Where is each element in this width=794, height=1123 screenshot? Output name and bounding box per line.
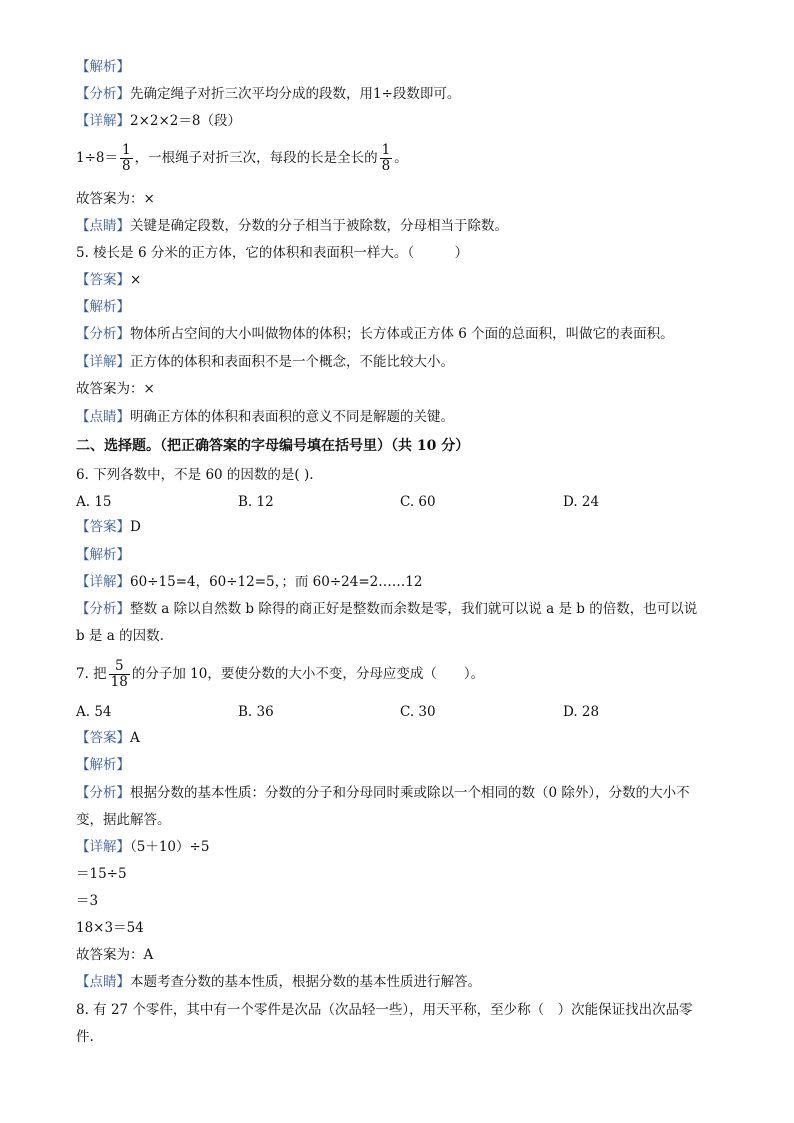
detail-line: 【详解】60÷15=4，60÷12=5，；而 60÷24=2……12 <box>76 574 423 590</box>
section-title: 二、选择题。（把正确答案的字母编号填在括号里）（共 10 分） <box>76 438 470 454</box>
answer-line: 【答案】× <box>76 272 142 288</box>
tag-label: 【分析】 <box>76 86 130 102</box>
tag-label: 【解析】 <box>76 59 130 75</box>
option-b: B. 12 <box>238 494 274 510</box>
fraction-line: 1÷8＝ $\frac{1}{8}$ ，一根绳子对折三次，每段的长是全长的 $\frac{1}{8}$ 。 <box>76 142 408 174</box>
tag-label: 【解析】 <box>76 757 130 773</box>
tag-label: 【解析】 <box>76 547 130 563</box>
question-6: 6. 下列各数中，不是 60 的因数的是( ). <box>76 467 314 483</box>
tag-label: 【答案】 <box>76 272 130 288</box>
remark-line: 【点睛】明确正方体的体积和表面积的意义不同是解题的关键。 <box>76 409 454 425</box>
tag-label: 【点睛】 <box>76 409 130 425</box>
option-d: D. 24 <box>563 494 600 510</box>
detail-line: 【详解】（5＋10）÷5 <box>76 839 210 855</box>
question-8-cont: 件. <box>76 1029 94 1045</box>
tag-label: 【点睛】 <box>76 218 130 234</box>
fraction: $\frac{5}{18}$ <box>110 658 128 690</box>
detail-line: 【详解】2×2×2＝8（段） <box>76 113 241 129</box>
option-c: C. 30 <box>400 704 436 720</box>
option-b: B. 36 <box>238 704 274 720</box>
analysis-line: 【分析】根据分数的基本性质：分数的分子和分母同时乘或除以一个相同的数（0 除外），分数的大小不 <box>76 785 690 801</box>
analysis-line-cont: 变，据此解答。 <box>76 812 171 828</box>
tag-label: 【详解】 <box>76 839 130 855</box>
analysis-line: 【分析】先确定绳子对折三次平均分成的段数，用1÷段数即可。 <box>76 86 461 102</box>
tag-label: 【解析】 <box>76 299 130 315</box>
answer-line: 故答案为：× <box>76 381 155 397</box>
question-5: 5. 棱长是 6 分米的正方体，它的体积和表面积一样大。（ ） <box>76 245 469 261</box>
fraction: $\frac{1}{8}$ <box>122 142 131 174</box>
calc-step: ＝15÷5 <box>76 866 127 882</box>
heading-analysis <box>76 756 130 774</box>
calc-step: 18×3＝54 <box>76 920 144 936</box>
answer-line: 【答案】A <box>76 730 140 746</box>
tag-label: 【详解】 <box>76 574 130 590</box>
tag-label: 【答案】 <box>76 519 130 535</box>
tag-label: 【答案】 <box>76 730 130 746</box>
analysis-line: 【分析】整数 a 除以自然数 b 除得的商正好是整数而余数是零，我们就可以说 a 是 b 的倍数，也可以说 <box>76 601 698 617</box>
question-8: 8. 有 27 个零件，其中有一个零件是次品（次品轻一些），用天平称，至少称（ ）次能保证找出次品零 <box>76 1002 693 1018</box>
tag-label: 【分析】 <box>76 326 130 342</box>
fraction: $\frac{1}{8}$ <box>381 142 391 174</box>
option-a: A. 54 <box>76 704 112 720</box>
heading-analysis <box>76 298 130 316</box>
tag-label: 【分析】 <box>76 785 130 801</box>
tag-label: 【点睛】 <box>76 974 130 990</box>
detail-line: 【详解】正方体的体积和表面积不是一个概念，不能比较大小。 <box>76 354 454 370</box>
answer-line: 【答案】D <box>76 519 141 535</box>
analysis-line: 【分析】物体所占空间的大小叫做物体的体积；长方体或正方体 6 个面的总面积，叫做它的表面积。 <box>76 326 674 342</box>
option-a: A. 15 <box>76 494 112 510</box>
analysis-line-cont: b 是 a 的因数. <box>76 628 164 644</box>
option-d: D. 28 <box>563 704 600 720</box>
option-c: C. 60 <box>400 494 436 510</box>
question-7: 7. 把 $\frac{5}{18}$ 的分子加 10，要使分数的大小不变，分母应变成（ ）。 <box>76 658 485 690</box>
answer-line: 故答案为：A <box>76 947 154 963</box>
tag-label: 【详解】 <box>76 113 130 129</box>
remark-line: 【点睛】本题考查分数的基本性质，根据分数的基本性质进行解答。 <box>76 974 481 990</box>
answer-line: 故答案为：× <box>76 191 155 207</box>
heading-analysis <box>76 58 130 76</box>
tag-label: 【分析】 <box>76 601 130 617</box>
heading-analysis <box>76 546 130 564</box>
remark-line: 【点睛】关键是确定段数，分数的分子相当于被除数，分母相当于除数。 <box>76 218 508 234</box>
tag-label: 【详解】 <box>76 354 130 370</box>
calc-step: ＝3 <box>76 893 99 909</box>
